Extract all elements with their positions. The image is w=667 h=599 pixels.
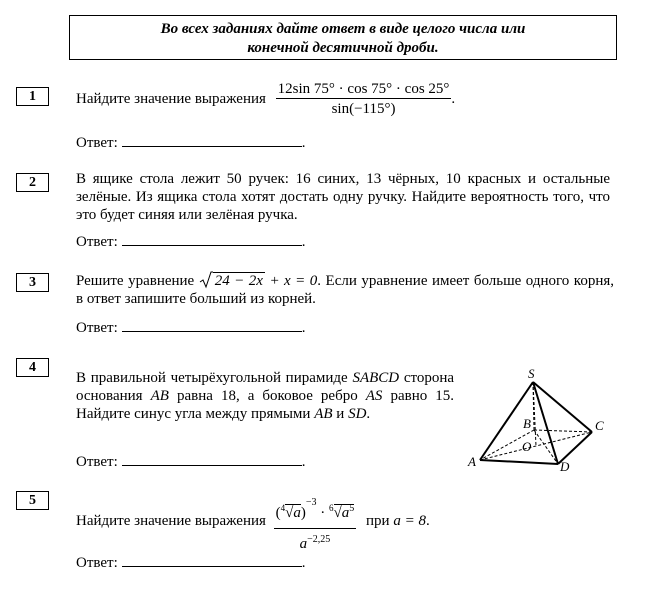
task-number-5: 5	[16, 491, 49, 510]
task-1-numerator: 12sin 75° · cos 75° · cos 25°	[277, 81, 450, 97]
label-s: S	[528, 366, 535, 381]
task-4-text-c: равна 18, а боковое ребро	[176, 388, 358, 404]
root6-index: 6	[329, 503, 334, 513]
task-5-denominator	[274, 529, 357, 555]
answer-label: Ответ:	[76, 234, 118, 250]
task-1-text	[76, 80, 496, 119]
task-4-line-1: AB	[314, 406, 333, 422]
task-5-condition-word: при	[366, 512, 390, 529]
task-4-text-b: сторона основания	[76, 370, 455, 404]
root6-arg: a	[341, 505, 350, 521]
task-1-fraction	[276, 80, 452, 119]
task-1-tail: .	[451, 90, 456, 107]
task-3-equation-rest: + x = 0	[269, 273, 318, 289]
task-number-1: 1	[16, 87, 49, 106]
task-3-lead: Решите уравнение	[76, 273, 195, 289]
task-4-text-d: равно 15. Найдите синус угла между прямыми	[76, 388, 455, 422]
task-4-text-e: и	[336, 406, 345, 422]
task-4-text	[76, 369, 454, 423]
task-5-lead: Найдите значение выражения	[76, 512, 266, 529]
task-4-edge-2: AS	[365, 388, 383, 404]
task-5-numerator: $(^4√a)^{-3} \cdot ^6√a^5$	[274, 488, 357, 529]
task-4-answer: Ответ: .	[76, 454, 306, 470]
task-number-2: 2	[16, 173, 49, 192]
label-d: D	[560, 459, 570, 474]
task-4-pyramid: SABCD	[352, 370, 400, 386]
answer-label: Ответ:	[76, 555, 118, 571]
denom-base: a	[299, 536, 308, 552]
task-3-equation	[199, 273, 318, 289]
task-3-tail: . Если уравнение имеет больше одного корня, в ответ запишите больший из корней.	[76, 273, 614, 307]
task-4-line-2: SD	[348, 406, 367, 422]
label-b: B	[523, 416, 531, 431]
task-1-lead: Найдите значение выражения	[76, 90, 266, 107]
task-5-tail: .	[425, 512, 430, 529]
answer-line	[122, 232, 302, 246]
sqrt-sign-icon	[199, 271, 213, 289]
label-o: O	[522, 439, 532, 454]
instructions-box	[69, 15, 617, 60]
outer-exponent: −3	[305, 497, 317, 508]
task-1-answer: Ответ: .	[76, 135, 306, 151]
task-number-4: 4	[16, 358, 49, 377]
root4-arg: a	[293, 505, 301, 521]
denom-exponent: −2,25	[307, 534, 331, 545]
task-5-text	[76, 488, 496, 555]
task-1-denominator: sin(−115°)	[331, 101, 396, 117]
root4-index: 4	[280, 503, 286, 513]
answer-line	[122, 318, 302, 332]
task-4-edge-1: AB	[150, 388, 169, 404]
task-2-text: В ящике стола лежит 50 ручек: 16 синих, 13 чёрных, 10 красных и остальные зелёные. Из ящика стола хотят достать одну ручку. Найдите вероятность того, что это будет синяя или зелёная ручка.	[76, 171, 610, 223]
answer-line	[122, 553, 302, 567]
answer-line	[122, 452, 302, 466]
task-5-condition: a = 8	[393, 512, 426, 529]
task-3-radicand: 24 − 2x	[214, 273, 263, 289]
task-5-fraction	[274, 488, 357, 555]
task-4-text-f: .	[366, 406, 371, 422]
task-number-3: 3	[16, 273, 49, 292]
task-2-answer: Ответ: .	[76, 234, 306, 250]
task-5-answer: Ответ: .	[76, 555, 306, 571]
instructions-line-1: Во всех заданиях дайте ответ в виде целого числа или	[160, 21, 526, 37]
answer-line	[122, 133, 302, 147]
pyramid-figure	[462, 366, 612, 474]
answer-label: Ответ:	[76, 320, 118, 336]
task-3-answer: Ответ: .	[76, 320, 306, 336]
label-c: C	[595, 418, 604, 433]
label-a: A	[468, 454, 476, 469]
task-3-text	[76, 271, 614, 308]
answer-label: Ответ:	[76, 454, 118, 470]
task-4-text-a: В правильной четырёхугольной пирамиде	[76, 370, 348, 386]
root6-power: 5	[349, 503, 355, 514]
answer-label: Ответ:	[76, 135, 118, 151]
instructions-line-2: конечной десятичной дроби.	[247, 40, 439, 56]
